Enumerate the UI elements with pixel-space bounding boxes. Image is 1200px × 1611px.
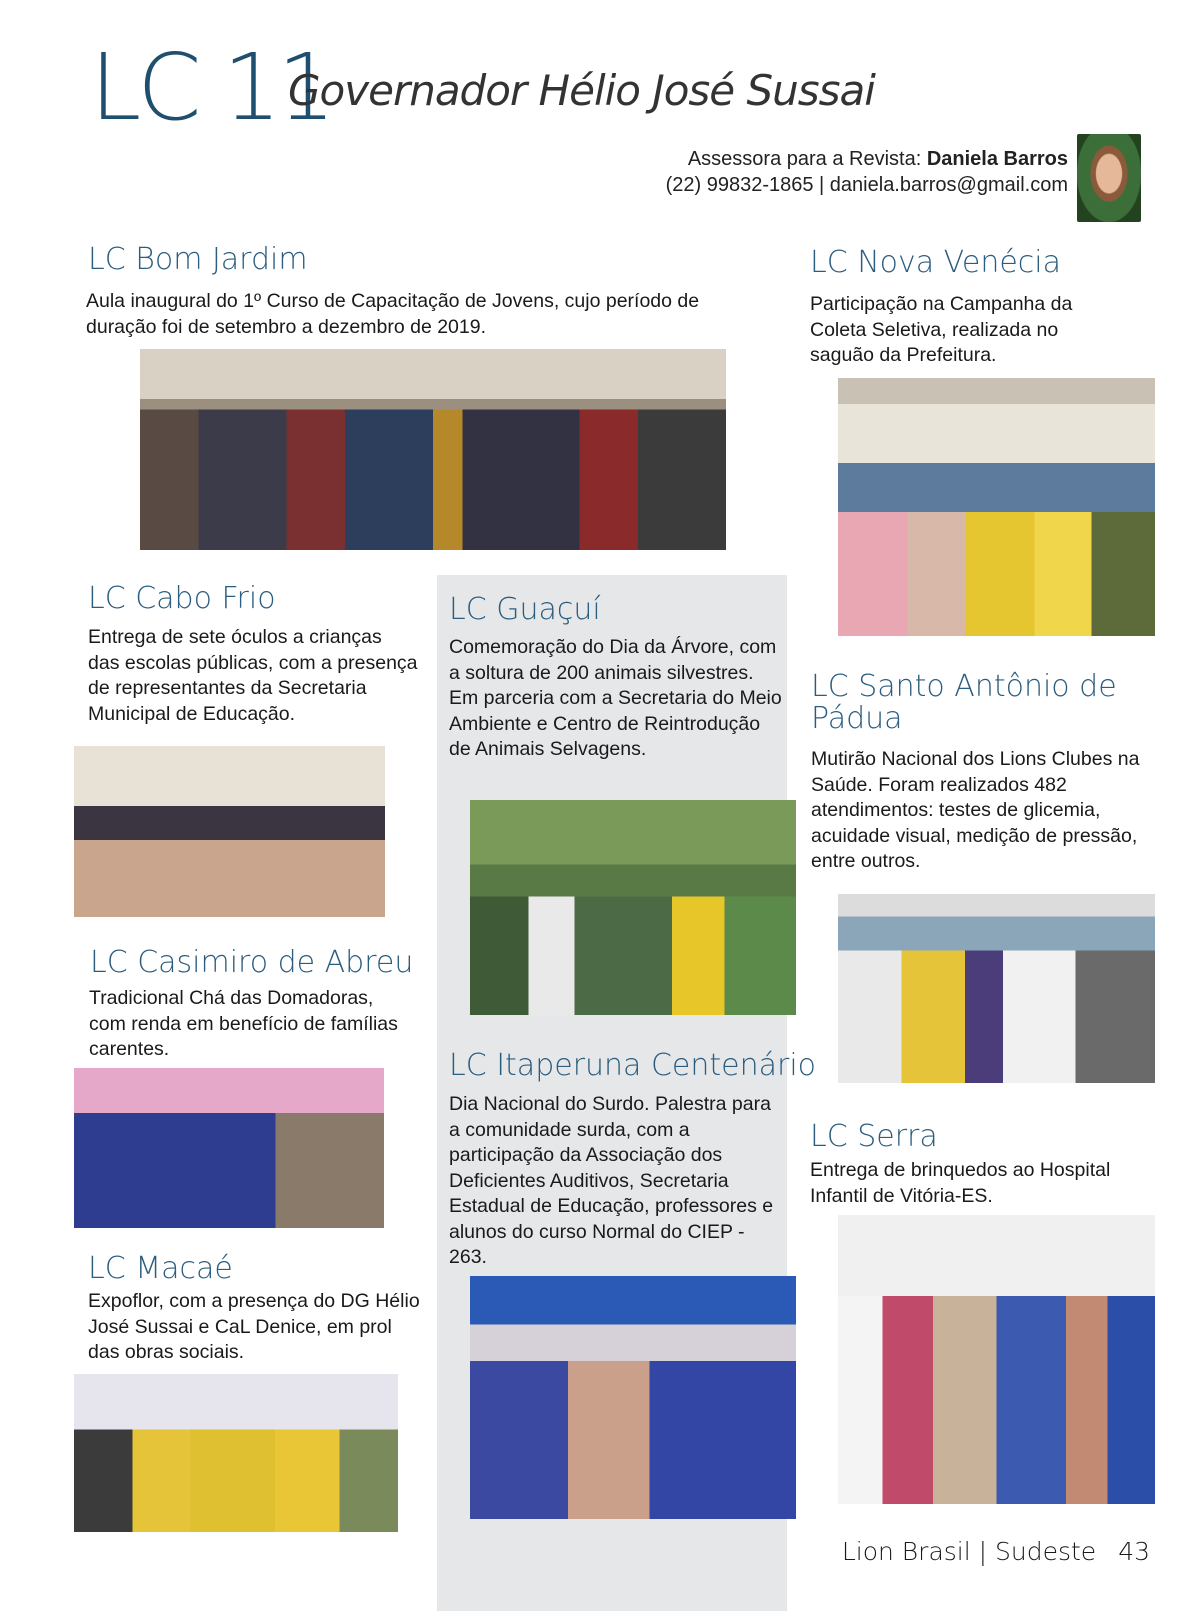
club-title-serra: LC Serra xyxy=(810,1119,938,1154)
district-number: LC 11 xyxy=(90,34,332,141)
club-title-santo-antonio: LC Santo Antônio de Pádua xyxy=(811,669,1117,736)
club-text-santo-antonio: Mutirão Nacional dos Lions Clubes na Saúde. Foram realizados 482 atendimentos: testes de glicemia, acuidade visual, medição de pressão, entre outros. xyxy=(811,748,1140,872)
photo-nova-venecia xyxy=(838,378,1155,636)
club-text-macae: Expoflor, com a presença do DG Hélio José Sussai e CaL Denice, em prol das obras sociais. xyxy=(88,1290,420,1363)
club-text-cabo-frio: Entrega de sete óculos a crianças das escolas públicas, com a presença de representantes da Secretaria Municipal de Educação. xyxy=(88,626,418,725)
advisor-label: Assessora para a Revista: xyxy=(687,148,927,170)
advisor-photo xyxy=(1077,134,1141,222)
publication-name: Lion Brasil | Sudeste xyxy=(841,1537,1097,1566)
club-text-bom-jardim: Aula inaugural do 1º Curso de Capacitação de Jovens, cujo período de duração foi de setembro a dezembro de 2019. xyxy=(86,290,700,338)
club-title-bom-jardim: LC Bom Jardim xyxy=(88,242,308,277)
photo-macae xyxy=(74,1374,398,1532)
club-text-casimiro: Tradicional Chá das Domadoras, com renda em benefício de famílias carentes. xyxy=(89,987,398,1060)
photo-guacui xyxy=(470,800,796,1015)
photo-santo-antonio xyxy=(838,894,1155,1083)
page-footer xyxy=(842,1537,1150,1566)
club-title-itaperuna: LC Itaperuna Centenário xyxy=(449,1048,817,1083)
club-title-casimiro: LC Casimiro de Abreu xyxy=(90,945,414,980)
governor-name: Governador Hélio José Sussai xyxy=(288,66,875,115)
page-number: 43 xyxy=(1118,1537,1150,1566)
club-title-cabo-frio: LC Cabo Frio xyxy=(88,581,276,616)
photo-cabo-frio xyxy=(74,746,385,917)
club-title-macae: LC Macaé xyxy=(88,1251,233,1286)
photo-bom-jardim xyxy=(140,349,726,550)
club-text-itaperuna: Dia Nacional do Surdo. Palestra para a comunidade surda, com a participação da Associação dos Deficientes Auditivos, Secretaria Estadual de Educação, professores e alunos do curso Normal do CIEP - 263. xyxy=(449,1093,774,1268)
club-title-guacui: LC Guaçuí xyxy=(449,592,601,627)
advisor-info xyxy=(666,146,1068,198)
club-text-serra: Entrega de brinquedos ao Hospital Infantil de Vitória-ES. xyxy=(810,1159,1111,1207)
photo-itaperuna xyxy=(470,1276,796,1519)
photo-serra xyxy=(838,1215,1155,1504)
club-text-nova-venecia: Participação na Campanha da Coleta Seletiva, realizada no saguão da Prefeitura. xyxy=(810,293,1073,366)
club-title-nova-venecia: LC Nova Venécia xyxy=(810,245,1062,280)
photo-casimiro xyxy=(74,1068,384,1228)
advisor-name: Daniela Barros xyxy=(926,148,1068,170)
advisor-contact: (22) 99832-1865 | daniela.barros@gmail.com xyxy=(665,174,1068,196)
club-text-guacui: Comemoração do Dia da Árvore, com a soltura de 200 animais silvestres. Em parceria com a Secretaria do Meio Ambiente e Centro de Reintrodução de Animais Selvagens. xyxy=(449,636,782,760)
